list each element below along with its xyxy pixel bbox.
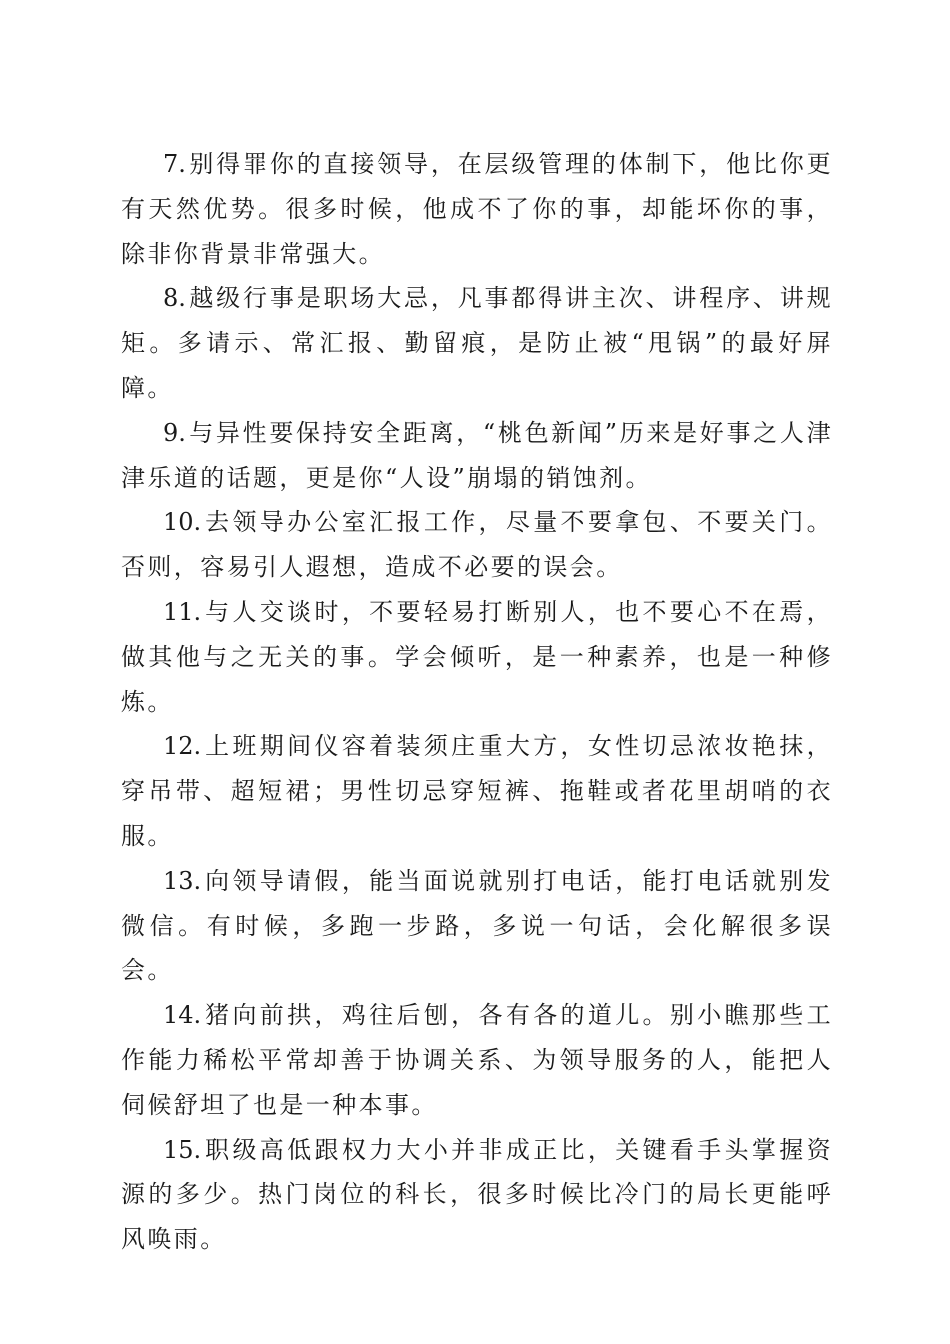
- list-item: [121, 411, 833, 501]
- item-text: 与异性要保持安全距离，“桃色新闻”历来是好事之人津津乐道的话题，更是你“人设”崩塌的销蚀剂。: [121, 418, 833, 492]
- list-item: [121, 1128, 833, 1262]
- item-number: 7.: [163, 150, 186, 178]
- list-item: [121, 500, 833, 590]
- item-text: 越级行事是职场大忌，凡事都得讲主次、讲程序、讲规矩。多请示、常汇报、勤留痕，是防止被“甩锅”的最好屏障。: [121, 284, 833, 402]
- document-body: [121, 142, 833, 1262]
- item-number: 12.: [163, 732, 202, 761]
- list-item: [121, 276, 833, 410]
- item-text: 猪向前拱，鸡往后刨，各有各的道儿。别小瞧那些工作能力稀松平常却善于协调关系、为领导服务的人，能把人伺候舒坦了也是一种本事。: [121, 1001, 833, 1119]
- item-number: 8.: [163, 284, 186, 313]
- item-text: 别得罪你的直接领导，在层级管理的体制下，他比你更有天然优势。很多时候，他成不了你的事，却能坏你的事，除非你背景非常强大。: [121, 150, 833, 268]
- item-text: 去领导办公室汇报工作，尽量不要拿包、不要关门。否则，容易引人遐想，造成不必要的误会。: [121, 508, 833, 582]
- list-item: [121, 590, 833, 724]
- item-text: 向领导请假，能当面说就别打电话，能打电话就别发微信。有时候，多跑一步路，多说一句话，会化解很多误会。: [121, 866, 833, 985]
- list-item: [121, 724, 833, 858]
- list-item: [121, 859, 833, 993]
- item-text: 与人交谈时，不要轻易打断别人，也不要心不在焉，做其他与之无关的事。学会倾听，是一种素养，也是一种修炼。: [121, 597, 833, 716]
- item-number: 11.: [163, 597, 202, 626]
- item-text: 上班期间仪容着装须庄重大方，女性切忌浓妆艳抹，穿吊带、超短裙；男性切忌穿短裤、拖鞋或者花里胡哨的衣服。: [121, 732, 833, 850]
- item-text: 职级高低跟权力大小并非成正比，关键看手头掌握资源的多少。热门岗位的科长，很多时候比冷门的局长更能呼风唤雨。: [121, 1135, 833, 1254]
- list-item: [121, 142, 833, 276]
- item-number: 9.: [163, 418, 186, 447]
- item-number: 13.: [163, 866, 202, 895]
- item-number: 14.: [163, 1001, 202, 1030]
- list-item: [121, 993, 833, 1127]
- item-number: 10.: [163, 508, 202, 537]
- item-number: 15.: [163, 1135, 202, 1164]
